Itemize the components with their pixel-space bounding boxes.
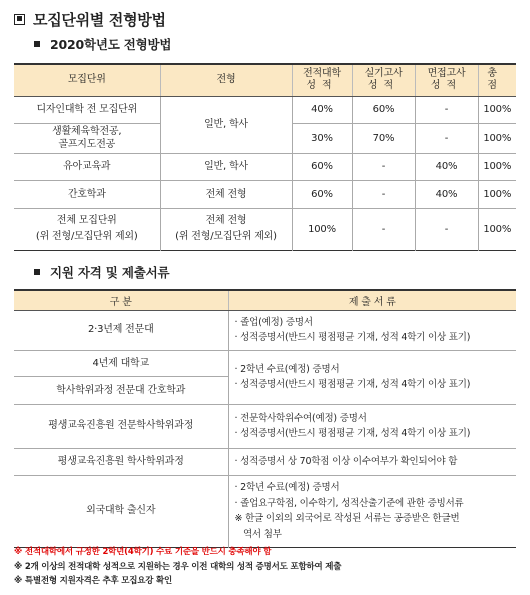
footnote-completion-requirement: ※ 전적대학에서 규정한 2학년(4학기) 수료 기준을 반드시 충족해야 함 <box>14 547 272 557</box>
header-category: 구 분 <box>14 290 228 310</box>
section1-heading: 2020학년도 전형방법 <box>34 36 171 52</box>
table-row: 유아교육과 일반, 학사 60% - 40% 100% <box>14 153 516 180</box>
table-row: 평생교육진흥원 전문학사학위과정 · 전문학사학위수여(예정) 증명서 · 성적증명서(반드시 평점평균 기재, 성적 4학기 이상 표기) <box>14 404 516 448</box>
bullet-icon <box>34 41 40 47</box>
eligibility-documents-table <box>14 289 516 548</box>
header-total: 총점 <box>478 64 516 96</box>
footnotes <box>14 545 341 589</box>
header-unit: 모집단위 <box>14 64 160 96</box>
header-type: 전형 <box>160 64 292 96</box>
header-transcript: 전적대학 성적 <box>292 64 352 96</box>
header-interview: 면접고사 성적 <box>415 64 478 96</box>
table-row: 전체 모집단위 (위 전형/모집단위 제외) 전체 전형 (위 전형/모집단위 제외) 100% - - 100% <box>14 208 516 250</box>
table-row: 디자인대학 전 모집단위 일반, 학사 40% 60% - 100% <box>14 96 516 123</box>
footnote-special-admission: ※ 특별전형 지원자격은 추후 모집요강 확인 <box>14 576 173 586</box>
table-row: 외국대학 출신자 · 2학년 수료(예정) 증명서 · 졸업요구학점, 이수학기, 성적산출기준에 관한 증빙서류 ※ 한글 이외의 외국어로 작성된 서류는 공증받은 한글번 역서 첨부 <box>14 475 516 547</box>
table-row: 4년제 대학교 학사학위과정 전문대 간호학과 · 2학년 수료(예정) 증명서 · 성적증명서(반드시 평점평균 기재, 성적 4학기 이상 표기) <box>14 350 516 404</box>
footnote-multiple-colleges: ※ 2개 이상의 전적대학 성적으로 지원하는 경우 이전 대학의 성적 증명서도 포함하여 제출 <box>14 561 342 572</box>
page-title: 모집단위별 전형방법 <box>14 9 166 29</box>
square-bullet-icon <box>14 14 25 25</box>
section2-heading: 지원 자격 및 제출서류 <box>34 264 169 280</box>
table-row: 간호학과 전체 전형 60% - 40% 100% <box>14 180 516 208</box>
bullet-icon <box>34 269 40 275</box>
table-header-row <box>14 290 516 310</box>
table-header-row <box>14 64 516 96</box>
selection-method-table <box>14 63 516 251</box>
table-row: 평생교육진흥원 학사학위과정 · 성적증명서 상 70학점 이상 이수여부가 확인되어야 함 <box>14 448 516 475</box>
table-row: 2·3년제 전문대 · 졸업(예정) 증명서 · 성적증명서(반드시 평점평균 기재, 성적 4학기 이상 표기) <box>14 310 516 350</box>
header-practical: 실기고사 성적 <box>352 64 415 96</box>
header-documents: 제 출 서 류 <box>228 290 516 310</box>
table-row: 생활체육학전공, 골프지도전공 30% 70% - 100% <box>14 123 516 153</box>
